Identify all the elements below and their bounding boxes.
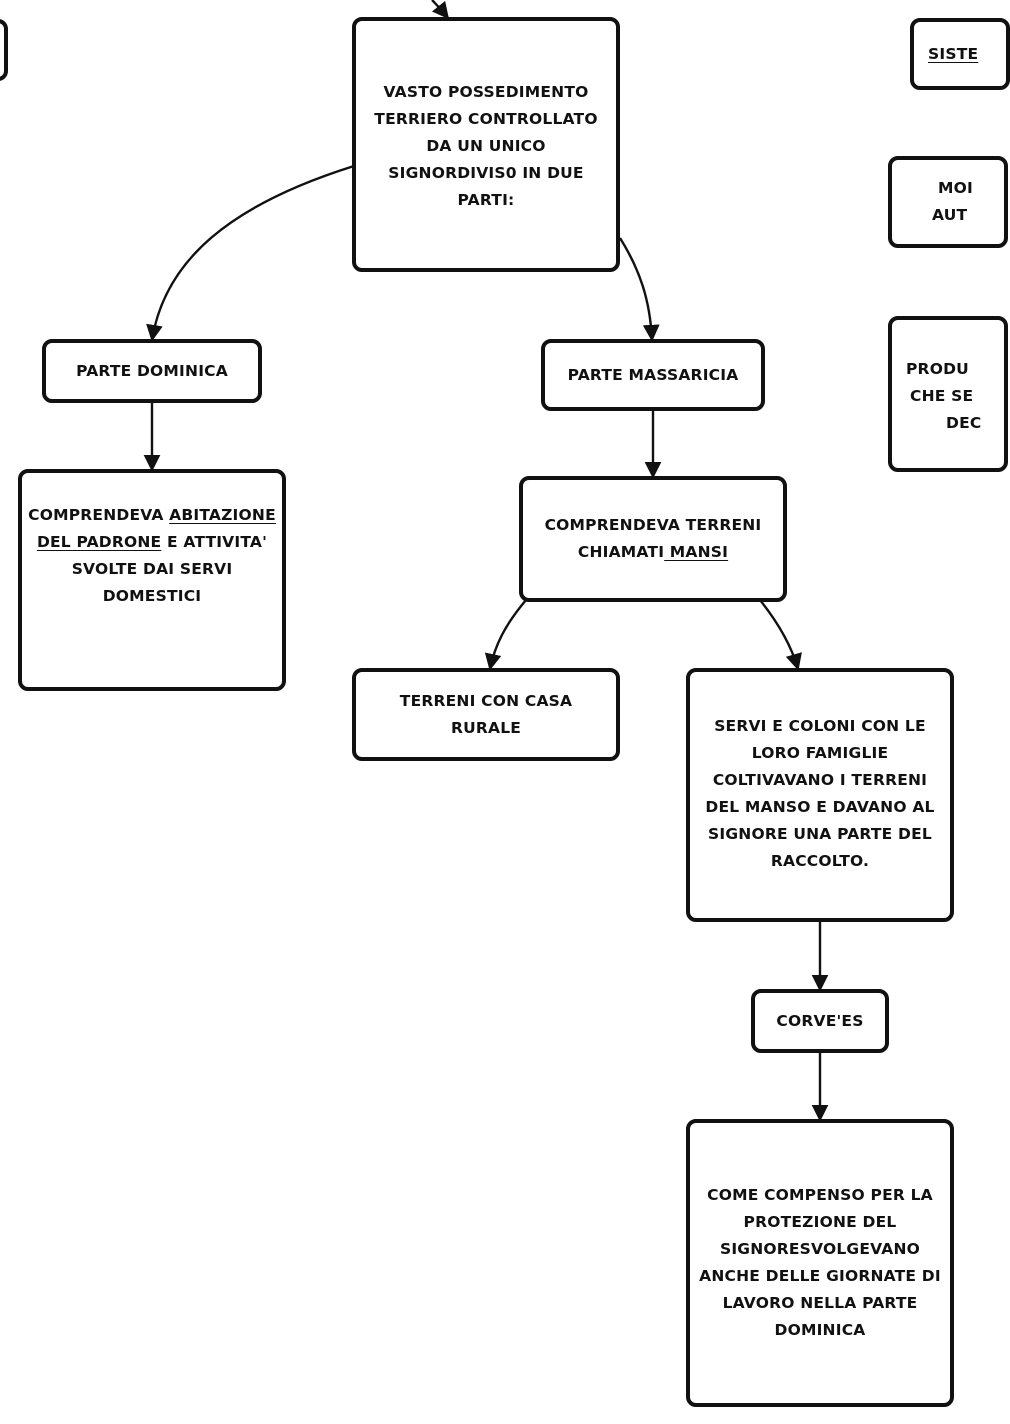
right-partial-box-top-text: SISTE [928, 44, 979, 63]
left-edge-partial-box [0, 19, 8, 81]
right-partial-box-low [888, 316, 1008, 472]
root-node-vasto-possedimento [352, 17, 620, 272]
right-partial-box-low-line2: CHE SE [910, 387, 974, 405]
node-compenso [686, 1119, 954, 1407]
terreni-text-underlined: MANSI [664, 543, 729, 561]
node-comprendeva-abitazione-text [28, 502, 276, 610]
node-comprendeva-terreni-text [529, 512, 777, 566]
right-partial-box-mid [888, 156, 1008, 248]
right-partial-box-low-line3: DEC [946, 414, 982, 432]
node-parte-dominica [42, 339, 262, 403]
right-partial-box-mid-line1: MOI [938, 179, 973, 197]
node-corvees-text: CORVE'ES [776, 1011, 864, 1030]
connector-root-to-dominica [152, 166, 354, 340]
node-terreni-casa-rurale-text: TERRENI CON CASA RURALE [399, 691, 573, 737]
node-servi-coloni-text: SERVI E COLONI CON LE LORO FAMIGLIE COLTIVAVANO I TERRENI DEL MANSO E DAVANO AL SIGNORE UNA PARTE DEL RACCOLTO. [705, 717, 935, 870]
connector-terreni-to-casa [490, 600, 526, 669]
terreni-text-pre: COMPRENDEVA TERRENI CHIAMATI [544, 516, 762, 561]
right-partial-box-mid-line2: AUT [932, 206, 968, 224]
node-compenso-text: COME COMPENSO PER LA PROTEZIONE DEL SIGNORESVOLGEVANO ANCHE DELLE GIORNATE DI LAVORO NELLA PARTE DOMINICA [699, 1186, 941, 1339]
node-servi-coloni [686, 668, 954, 922]
root-node-text: VASTO POSSEDIMENTO TERRIERO CONTROLLATO DA UN UNICO SIGNORDIVIS0 IN DUE PARTI: [374, 83, 598, 209]
node-comprendeva-abitazione [18, 469, 286, 691]
right-partial-box-low-line1: PRODU [906, 360, 969, 378]
abitazione-text-post: E ATTIVITA' SVOLTE DAI SERVI DOMESTICI [71, 533, 268, 605]
connector-incoming-root [432, 0, 448, 18]
node-comprendeva-terreni [519, 476, 787, 602]
node-corvees [751, 989, 889, 1053]
connector-root-to-massaricia [620, 238, 652, 340]
right-partial-box-top [910, 18, 1010, 90]
connector-terreni-to-servi [760, 600, 798, 669]
node-terreni-casa-rurale [352, 668, 620, 761]
node-parte-dominica-text: PARTE DOMINICA [76, 361, 228, 380]
node-parte-massaricia-text: PARTE MASSARICIA [567, 365, 739, 384]
node-parte-massaricia [541, 339, 765, 411]
abitazione-text-underlined: ABITAZIONE DEL PADRONE [36, 506, 276, 551]
abitazione-text-pre: COMPRENDEVA [28, 506, 170, 524]
